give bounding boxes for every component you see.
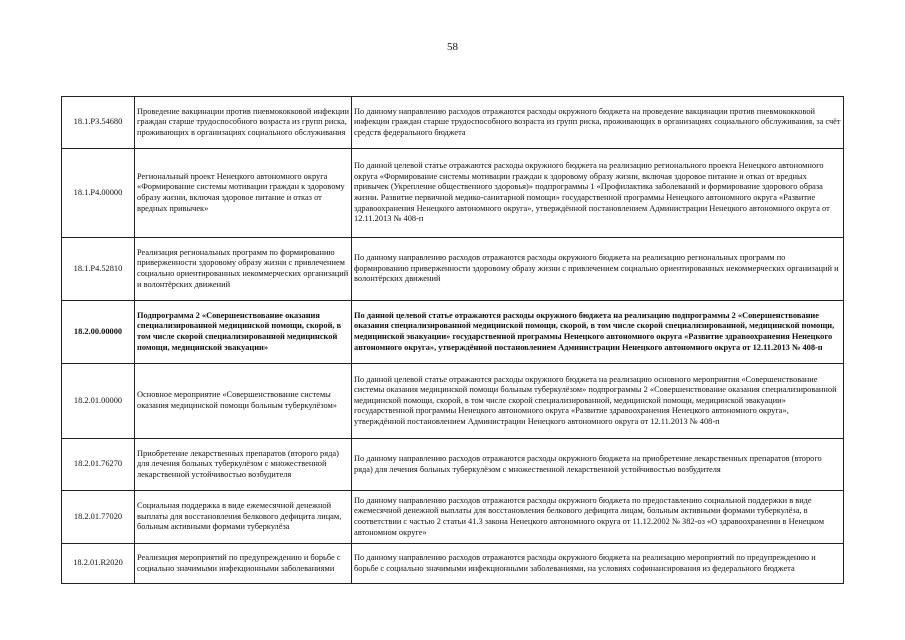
row-name: Проведение вакцинации против пневмококковой инфекции граждан старше трудоспособного возраста из групп риска, проживающих в организациях социального обслуживания — [135, 97, 352, 149]
row-description: По данному направлению расходов отражаются расходы окружного бюджета на приобретение лекарственных препаратов (второго ряда) для лечения больных туберкулёзом с множественной лекарственной устойчивостью возбудителя — [352, 439, 844, 491]
table-row — [62, 364, 844, 439]
row-code: 18.1.P4.52810 — [62, 238, 135, 301]
row-description: По данному направлению расходов отражаются расходы окружного бюджета на реализацию региональных программ по формированию приверженности здоровому образу жизни с привлечением социально ориентированных некоммерческих организаций и волонтёрских движений — [352, 238, 844, 301]
row-name: Региональный проект Ненецкого автономного округа «Формирование системы мотивации граждан к здоровому образу жизни, включая здоровое питание и отказ от вредных привычек» — [135, 149, 352, 238]
row-name: Основное мероприятие «Совершенствование системы оказания медицинской помощи больным туберкулёзом» — [135, 364, 352, 439]
row-name: Подпрограмма 2 «Совершенствование оказания специализированной медицинской помощи, скорой, в том числе скорой специализированной медицинской помощи, медицинской эвакуации» — [135, 301, 352, 364]
row-description: По данному направлению расходов отражаются расходы окружного бюджета по предоставлению социальной поддержки в виде ежемесячной денежной выплаты для восстановления белкового дефицита лицам, больным активными формами туберкулёза, в соответствии с частью 2 статьи 41.3 закона Ненецкого автономного округа от 11.12.2002 № 382-оз «О здравоохранении в Ненецком автономном округе» — [352, 491, 844, 544]
row-code: 18.1.P4.00000 — [62, 149, 135, 238]
table-row-subprogram — [62, 301, 844, 364]
budget-classification-table — [61, 96, 844, 584]
row-code: 18.1.P3.54680 — [62, 97, 135, 149]
row-code: 18.2.01.00000 — [62, 364, 135, 439]
row-name: Приобретение лекарственных препаратов (второго ряда) для лечения больных туберкулёзом с множественной лекарственной устойчивостью возбудителя — [135, 439, 352, 491]
table-row — [62, 544, 844, 584]
row-description: По данной целевой статье отражаются расходы окружного бюджета на реализацию основного мероприятия «Совершенствование системы оказания медицинской помощи больным туберкулёзом» подпрограммы 2 «Совершенствование оказания специализированной медицинской помощи, скорой, в том числе скорой специализированной, медицинской помощи, медицинской эвакуации» государственной программы Ненецкого автономного округа «Развитие здравоохранения Ненецкого автономного округа», утверждённой постановлением Администрации Ненецкого автономного округа от 12.11.2013 № 408-п — [352, 364, 844, 439]
table-row — [62, 238, 844, 301]
row-name: Реализация региональных программ по формированию приверженности здоровому образу жизни с привлечением социально ориентированных некоммерческих организаций и волонтёрских движений — [135, 238, 352, 301]
row-name: Реализация мероприятий по предупреждению и борьбе с социально значимыми инфекционными заболеваниями — [135, 544, 352, 584]
row-code: 18.2.01.R2020 — [62, 544, 135, 584]
row-code: 18.2.01.76270 — [62, 439, 135, 491]
row-description: По данной целевой статье отражаются расходы окружного бюджета на реализацию регионального проекта Ненецкого автономного округа «Формирование системы мотивации граждан к здоровому образу жизни, включая здоровое питание и отказ от вредных привычек (Укрепление общественного здоровья)» подпрограммы 1 «Профилактика заболеваний и формирование здорового образа жизни. Развитие первичной медико-санитарной помощи» государственной программы Ненецкого автономного округа «Развитие здравоохранения Ненецкого автономного округа», утверждённой постановлением Администрации Ненецкого автономного округа от 12.11.2013 № 408-п — [352, 149, 844, 238]
row-description: По данному направлению расходов отражаются расходы окружного бюджета на проведение вакцинации против пневмококковой инфекции граждан старше трудоспособного возраста из групп риска, проживающих в организациях социального обслуживания, за счёт средств федерального бюджета — [352, 97, 844, 149]
table-row — [62, 97, 844, 149]
row-description: По данной целевой статье отражаются расходы окружного бюджета на реализацию подпрограммы 2 «Совершенствование оказания специализированной медицинской помощи, скорой, в том числе скорой специализированной, медицинской помощи, медицинской эвакуации» государственной программы Ненецкого автономного округа «Развитие здравоохранения Ненецкого автономного округа», утверждённой постановлением Администрации Ненецкого автономного округа от 12.11.2013 № 408-п — [352, 301, 844, 364]
page-number: 58 — [447, 41, 458, 53]
row-code: 18.2.00.00000 — [62, 301, 135, 364]
table-row — [62, 149, 844, 238]
row-code: 18.2.01.77020 — [62, 491, 135, 544]
row-name: Социальная поддержка в виде ежемесячной денежной выплаты для восстановления белкового дефицита лицам, больным активными формами туберкулёза — [135, 491, 352, 544]
table-row — [62, 491, 844, 544]
table-row — [62, 439, 844, 491]
row-description: По данному направлению расходов отражаются расходы окружного бюджета на реализацию мероприятий по предупреждению и борьбе с социально значимыми инфекционными заболеваниями, на условиях софинансирования из федерального бюджета — [352, 544, 844, 584]
